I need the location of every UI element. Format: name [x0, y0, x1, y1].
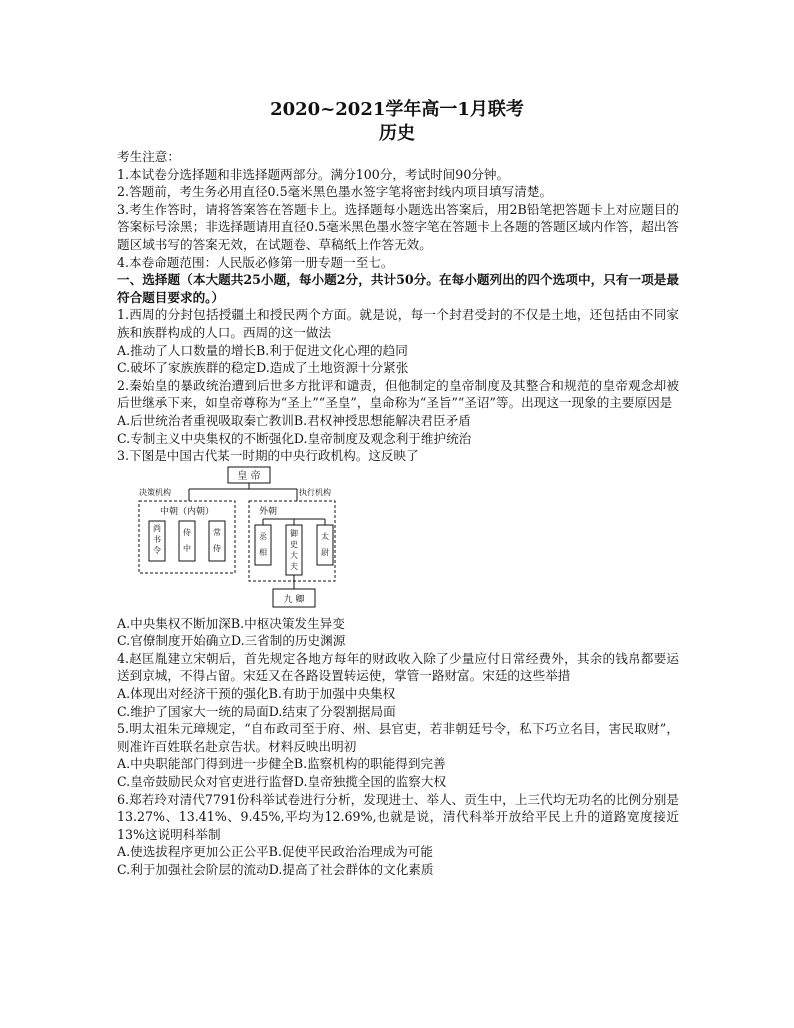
exam-content [117, 148, 679, 879]
exam-subject: 历史 [379, 123, 415, 144]
question-option: A.推动了人口数量的增长B.利于促进文化心理的趋同 [117, 342, 408, 358]
official-label: 史 [290, 539, 298, 549]
official-label: 丞 [259, 531, 267, 541]
admin-structure-svg [137, 465, 337, 615]
notice-heading: 考生注意： [117, 149, 180, 164]
nine-ministers-box: 九 卿 [283, 594, 305, 605]
official-label: 夫 [290, 561, 298, 571]
section-heading: 一、选择题（本大题共25小题，每小题2分，共计50分。在每小题列出的四个选项中，只有一项是最符合题目要求的。） [117, 272, 679, 305]
official-label: 书 [153, 534, 161, 544]
question-option: C.专制主义中央集权的不断强化D.皇帝制度及观念利于维护统治 [117, 430, 472, 446]
question-stem: 6.郑若玲对清代7791份科举试卷进行分析，发现进士、举人、贡生中，上三代均无功名的比例分别是13.27%、13.41%、9.45%,平均为12.69%,也就是说，清代科举开放给平民上升的道路宽度接近13%这说明科举制 [117, 791, 679, 842]
official-label: 尉 [321, 547, 329, 557]
question-option: A.使选拔程序更加公正公平B.促使平民政治治理成为可能 [117, 844, 434, 860]
official-label: 中 [183, 543, 191, 553]
question-option: C.维护了国家大一统的局面D.结束了分裂割据局面 [117, 703, 396, 719]
execution-organ-label: 执行机构 [299, 487, 331, 497]
inner-court-label: 中朝（内朝） [159, 506, 215, 517]
official-label: 大 [290, 550, 298, 560]
question-option: C.官僚制度开始确立D.三省制的历史渊源 [117, 633, 346, 649]
admin-structure-diagram [137, 465, 679, 615]
official-label: 太 [321, 531, 329, 541]
question-option: A.中央集权不断加深B.中枢决策发生异变 [117, 615, 345, 631]
question-option: C.皇帝鼓励民众对官吏进行监督D.皇帝独揽全国的监察大权 [117, 774, 447, 790]
question-stem: 3.下图是中国古代某一时期的中央行政机构。这反映了 [117, 448, 419, 464]
notice-item: 4.本卷命题范围：人民版必修第一册专题一至七。 [117, 254, 394, 270]
emperor-box: 皇 帝 [237, 470, 261, 482]
question-option: A.后世统治者重视吸取秦亡教训B.君权神授思想能解决君臣矛盾 [117, 412, 471, 428]
notice-item: 3.考生作答时，请将答案答在答题卡上。选择题每小题选出答案后，用2B铅笔把答题卡上对应题目的答案标号涂黑；非选择题请用直径0.5毫米黑色墨水签字笔在答题卡上各题的答题区域内作答，超出答题区域书写的答案无效，在试题卷、草稿纸上作答无效。 [117, 201, 679, 252]
question-option: C.利于加强社会阶层的流动D.提高了社会群体的文化素质 [117, 862, 434, 877]
official-label: 相 [259, 547, 267, 557]
question-stem: 2.秦始皇的暴政统治遭到后世多方批评和谴责，但他制定的皇帝制度及其整合和规范的皇帝观念却被后世继承下来，如皇帝尊称为“圣上”“圣皇”，皇命称为“圣旨”“圣诏”等。出现这一现象的主要原因是 [117, 377, 679, 411]
question-option: C.破坏了家族族群的稳定D.造成了土地资源十分紧张 [117, 360, 409, 376]
official-label: 令 [153, 545, 161, 555]
notice-item: 1.本试卷分选择题和非选择题两部分。满分100分，考试时间90分钟。 [117, 166, 510, 182]
official-label: 常 [213, 527, 221, 537]
question-option: A.体现出对经济干预的强化B.有助于加强中央集权 [117, 686, 396, 702]
question-option: A.中央职能部门得到进一步健全B.监察机构的职能得到完善 [117, 756, 446, 772]
outer-court-label: 外朝 [259, 506, 278, 517]
question-stem: 5.明太祖朱元璋规定，“自布政司至于府、州、县官吏，若非朝廷号令，私下巧立名目，害民取财”，则准许百姓联名赴京告状。材料反映出明初 [117, 721, 679, 754]
notice-item: 2.答题前，考生务必用直径0.5毫米黑色墨水签字笔将密封线内项目填写清楚。 [117, 184, 553, 200]
official-label: 侍 [213, 543, 221, 553]
official-label: 御 [290, 528, 298, 538]
question-stem: 4.赵匡胤建立宋朝后，首先规定各地方每年的财政收入除了少量应付日常经费外，其余的钱帛都要运送到京城，不得占留。宋廷又在各路设置转运使，掌管一路财富。宋廷的这些举措 [117, 650, 679, 684]
official-label: 尚 [153, 523, 161, 533]
official-label: 侍 [183, 527, 191, 537]
decision-organ-label: 决策机构 [139, 487, 171, 497]
exam-title: 2020~2021学年高一1月联考 [270, 99, 524, 120]
question-stem: 1.西周的分封包括授疆土和授民两个方面。就是说，每一个封君受封的不仅是土地，还包括由不同家族和族群构成的人口。西周的这一做法 [117, 307, 679, 340]
